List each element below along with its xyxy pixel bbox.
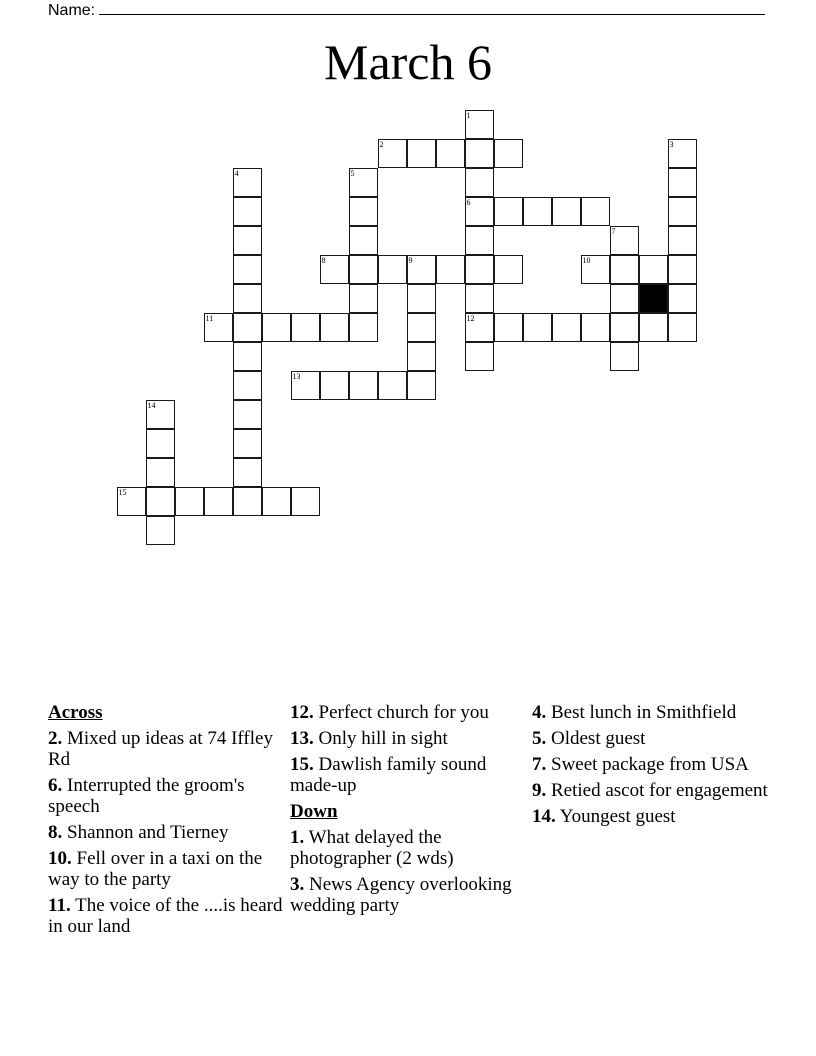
clue-number: 6 [466, 197, 471, 207]
grid-cell[interactable] [204, 487, 233, 516]
grid-cell[interactable] [349, 313, 378, 342]
grid-cell[interactable] [233, 284, 262, 313]
clue-number: 8 [321, 255, 326, 265]
clue-across-6: 6. Interrupted the groom's speech [48, 775, 245, 817]
name-label: Name: [48, 2, 96, 19]
grid-cell[interactable] [262, 313, 291, 342]
clues-column-1 [48, 702, 284, 942]
page-title: March 6 [324, 34, 492, 90]
grid-cell[interactable] [668, 139, 697, 168]
clue-across-2: 2. Mixed up ideas at 74 Iffley Rd [48, 728, 273, 770]
clue-number: 13 [292, 371, 301, 381]
grid-cell[interactable] [610, 313, 639, 342]
grid-cell[interactable] [349, 197, 378, 226]
grid-cell[interactable] [465, 197, 494, 226]
grid-cell[interactable] [320, 255, 349, 284]
grid-cell[interactable] [581, 197, 610, 226]
grid-cell[interactable] [233, 458, 262, 487]
grid-cell[interactable] [349, 255, 378, 284]
grid-cell[interactable] [494, 313, 523, 342]
clue-across-10: 10. Fell over in a taxi on the way to the party [48, 848, 263, 890]
clue-down-9: 9. Retied ascot for engagement [532, 780, 768, 801]
grid-cell[interactable] [407, 139, 436, 168]
grid-cell[interactable] [639, 255, 668, 284]
grid-cell[interactable] [117, 487, 146, 516]
grid-cell[interactable] [465, 255, 494, 284]
clue-down-14: 14. Youngest guest [532, 806, 676, 827]
clue-down-5: 5. Oldest guest [532, 728, 646, 749]
grid-cell[interactable] [204, 313, 233, 342]
grid-cell[interactable] [175, 487, 204, 516]
clue-number: 4 [234, 168, 239, 178]
grid-cell[interactable] [639, 313, 668, 342]
grid-cell[interactable] [233, 342, 262, 371]
grid-cell[interactable] [581, 313, 610, 342]
grid-cell[interactable] [146, 429, 175, 458]
clue-down-7: 7. Sweet package from USA [532, 754, 749, 775]
grid-cell[interactable] [668, 168, 697, 197]
grid-cell[interactable] [349, 168, 378, 197]
grid-cell[interactable] [610, 342, 639, 371]
grid-cell[interactable] [610, 255, 639, 284]
clue-across-11: 11. The voice of the ....is heard in our land [48, 895, 283, 937]
clue-down-4: 4. Best lunch in Smithfield [532, 702, 737, 723]
clue-across-12: 12. Perfect church for you [290, 702, 489, 723]
grid-cell[interactable] [233, 400, 262, 429]
clues-column-2 [290, 702, 526, 921]
grid-cell[interactable] [407, 342, 436, 371]
grid-cell[interactable] [610, 226, 639, 255]
grid-cell[interactable] [146, 516, 175, 545]
grid-cell[interactable] [610, 284, 639, 313]
grid-cell[interactable] [668, 197, 697, 226]
grid-cell[interactable] [407, 313, 436, 342]
grid-cell[interactable] [291, 487, 320, 516]
grid-cell[interactable] [436, 139, 465, 168]
grid-cell[interactable] [233, 313, 262, 342]
grid-cell[interactable] [465, 284, 494, 313]
across-heading: Across [48, 702, 103, 723]
clue-number: 5 [350, 168, 355, 178]
grid-cell[interactable] [465, 110, 494, 139]
clue-number: 9 [408, 255, 413, 265]
grid-cell[interactable] [668, 226, 697, 255]
grid-cell[interactable] [552, 313, 581, 342]
clue-number: 12 [466, 313, 475, 323]
grid-cell[interactable] [378, 139, 407, 168]
grid-cell[interactable] [552, 197, 581, 226]
grid-cell[interactable] [262, 487, 291, 516]
grid-cell[interactable] [668, 313, 697, 342]
grid-cell[interactable] [349, 371, 378, 400]
grid-cell[interactable] [146, 458, 175, 487]
grid-cell[interactable] [349, 284, 378, 313]
clue-number: 2 [379, 139, 384, 149]
grid-cell[interactable] [523, 313, 552, 342]
grid-cell[interactable] [465, 342, 494, 371]
grid-cell[interactable] [465, 139, 494, 168]
clue-number: 10 [582, 255, 591, 265]
grid-cell[interactable] [407, 284, 436, 313]
clue-across-15: 15. Dawlish family sound made-up [290, 754, 487, 796]
clue-down-1: 1. What delayed the photographer (2 wds) [290, 827, 454, 869]
grid-cell[interactable] [233, 429, 262, 458]
grid-cell[interactable] [465, 168, 494, 197]
grid-cell[interactable] [523, 197, 552, 226]
grid-cell[interactable] [233, 226, 262, 255]
clue-number: 11 [205, 313, 214, 323]
down-heading: Down [290, 801, 338, 822]
grid-cell[interactable] [494, 139, 523, 168]
clue-across-8: 8. Shannon and Tierney [48, 822, 229, 843]
clue-number: 3 [669, 139, 674, 149]
grid-cell[interactable] [378, 255, 407, 284]
grid-cell[interactable] [668, 284, 697, 313]
black-cell [639, 284, 668, 313]
grid-cell[interactable] [320, 371, 349, 400]
grid-cell[interactable] [233, 168, 262, 197]
grid-cell[interactable] [233, 371, 262, 400]
clues-column-3 [532, 702, 768, 832]
grid-cell[interactable] [291, 313, 320, 342]
grid-cell[interactable] [233, 197, 262, 226]
clue-number: 14 [147, 400, 156, 410]
grid-cell[interactable] [146, 487, 175, 516]
grid-cell[interactable] [349, 226, 378, 255]
grid-cell[interactable] [581, 255, 610, 284]
grid-cell[interactable] [494, 197, 523, 226]
grid-cell[interactable] [146, 400, 175, 429]
clue-across-13: 13. Only hill in sight [290, 728, 448, 749]
grid-cell[interactable] [465, 313, 494, 342]
grid-cell[interactable] [407, 371, 436, 400]
grid-cell[interactable] [407, 255, 436, 284]
grid-cell[interactable] [233, 255, 262, 284]
grid-cell[interactable] [233, 487, 262, 516]
grid-cell[interactable] [465, 226, 494, 255]
clue-down-3: 3. News Agency overlooking wedding party [290, 874, 512, 916]
clue-number: 1 [466, 110, 471, 120]
clue-number: 7 [611, 226, 616, 236]
grid-cell[interactable] [436, 255, 465, 284]
grid-cell[interactable] [378, 371, 407, 400]
grid-cell[interactable] [320, 313, 349, 342]
grid-cell[interactable] [668, 255, 697, 284]
grid-cell[interactable] [494, 255, 523, 284]
clue-number: 15 [118, 487, 127, 497]
grid-cell[interactable] [291, 371, 320, 400]
